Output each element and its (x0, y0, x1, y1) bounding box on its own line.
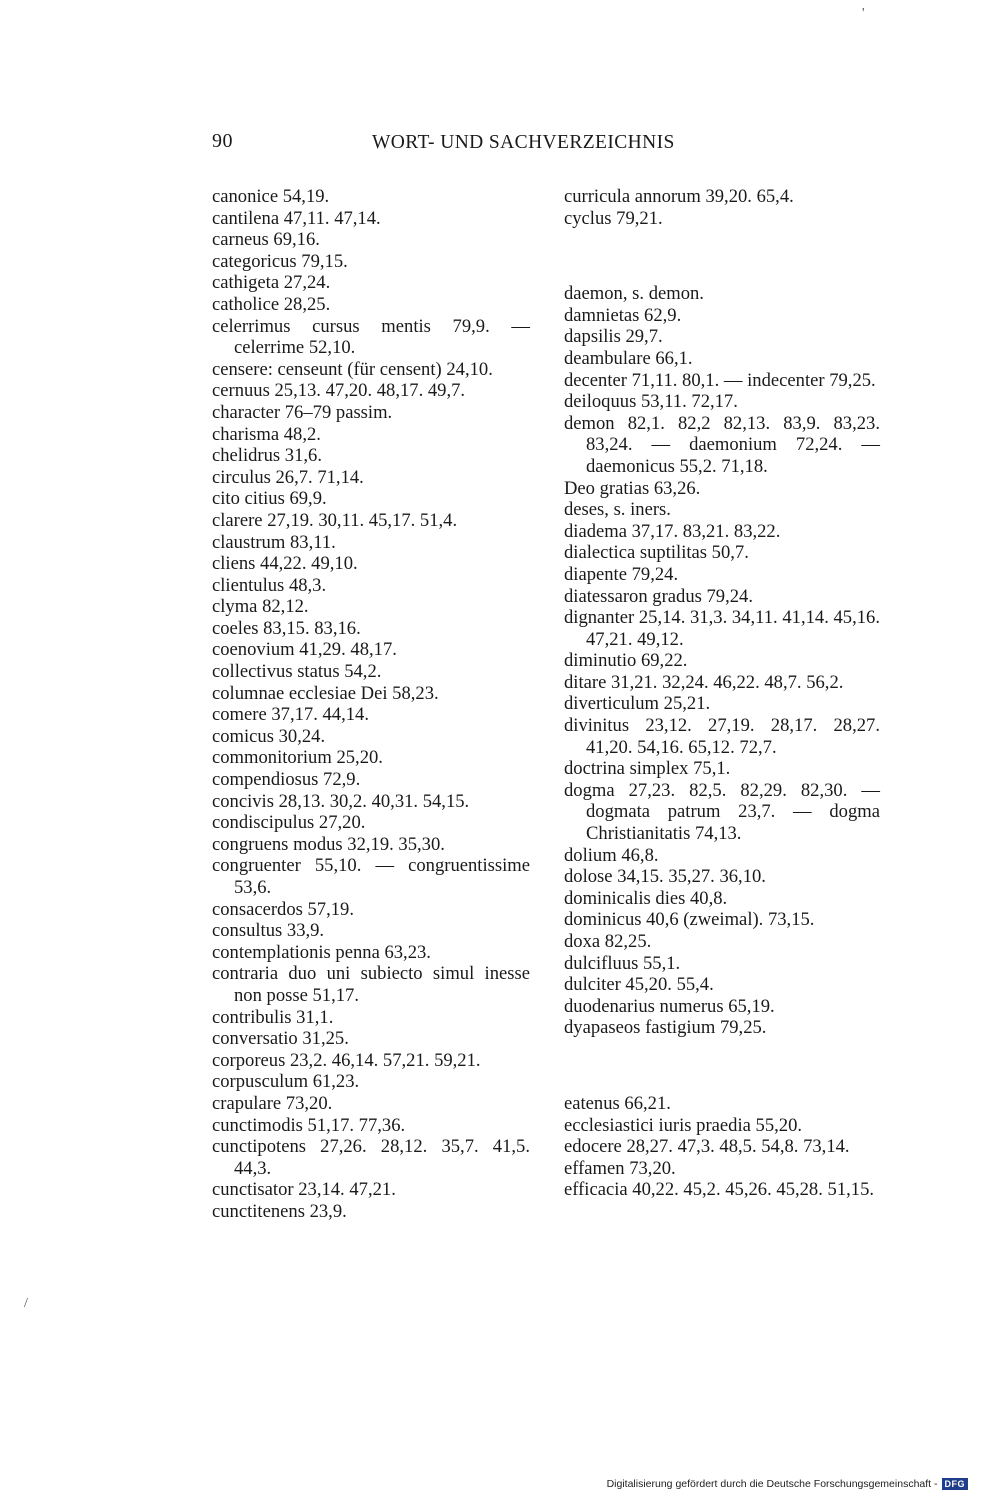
index-entry: dolose 34,15. 35,27. 36,10. (564, 866, 766, 888)
index-entry: categoricus 79,15. (212, 250, 348, 272)
index-entry: efficacia 40,22. 45,2. 45,26. 45,28. 51,15. (564, 1179, 875, 1201)
index-entry: cito citius 69,9. (212, 488, 327, 510)
page-number: 90 (212, 130, 233, 152)
index-entry: corpusculum 61,23. (212, 1071, 360, 1093)
index-entry: commonitorium 25,20. (212, 747, 383, 769)
index-entry: dogma 27,23. 82,5. 82,29. 82,30. —dogmata patrum 23,7. — dogma Christianitatis 74,13. (564, 779, 880, 845)
letter-section-gap (564, 229, 880, 283)
index-entry: condiscipulus 27,20. (212, 812, 366, 834)
index-entry: dominicus 40,6 (zweimal). 73,15. (564, 909, 815, 931)
index-entry: dulcifluus 55,1. (564, 952, 681, 974)
index-entry: censere: censeunt (für censent) 24,10. (212, 358, 493, 380)
index-entry: congruens modus 32,19. 35,30. (212, 833, 445, 855)
index-entry: dapsilis 29,7. (564, 326, 663, 348)
index-entry: claustrum 83,11. (212, 531, 336, 553)
index-entry: chelidrus 31,6. (212, 445, 322, 467)
index-column-left (212, 186, 530, 1223)
index-entry: cliens 44,22. 49,10. (212, 553, 358, 575)
index-entry: cunctitenens 23,9. (212, 1200, 347, 1222)
index-entry: celerrimus cursus mentis 79,9. — celerrime 52,10. (212, 315, 530, 359)
index-column-right (564, 186, 880, 1201)
running-head: WORT- UND SACHVERZEICHNIS (372, 132, 675, 153)
index-entry: contemplationis penna 63,23. (212, 941, 431, 963)
index-entry: contraria duo uni subiecto simul inesse non posse 51,17. (212, 963, 530, 1006)
index-entry: coeles 83,15. 83,16. (212, 617, 361, 639)
credit-text: Digitalisierung gefördert durch die Deutsche Forschungsgemeinschaft - (606, 1478, 938, 1490)
index-entry: daemon, s. demon. (564, 283, 704, 305)
index-entry: diatessaron gradus 79,24. (564, 585, 753, 607)
index-entry: charisma 48,2. (212, 423, 321, 445)
index-entry: catholice 28,25. (212, 293, 331, 315)
index-entry: coenovium 41,29. 48,17. (212, 639, 397, 661)
index-entry: deiloquus 53,11. 72,17. (564, 391, 738, 413)
index-entry: comere 37,17. 44,14. (212, 704, 369, 726)
index-entry: carneus 69,16. (212, 229, 320, 251)
index-entry: effamen 73,20. (564, 1157, 676, 1179)
index-entry: cyclus 79,21. (564, 207, 663, 229)
index-entry: deses, s. iners. (564, 499, 671, 521)
index-entry: conversatio 31,25. (212, 1028, 349, 1050)
index-entry: doctrina simplex 75,1. (564, 758, 731, 780)
index-entry: clyma 82,12. (212, 596, 309, 618)
index-entry: collectivus status 54,2. (212, 661, 382, 683)
index-entry: diapente 79,24. (564, 563, 679, 585)
index-entry: deambulare 66,1. (564, 347, 693, 369)
index-entry: duodenarius numerus 65,19. (564, 995, 775, 1017)
index-entry: eatenus 66,21. (564, 1092, 671, 1114)
index-entry: divinitus 23,12. 27,19. 28,17. 28,27. 41,20. 54,16. 65,12. 72,7. (564, 715, 880, 758)
index-entry: cernuus 25,13. 47,20. 48,17. 49,7. (212, 380, 466, 402)
index-entry: cunctipotens 27,26. 28,12. 35,7. 41,5. 44,3. (212, 1136, 530, 1179)
index-entry: decenter 71,11. 80,1. — indecenter 79,25. (564, 369, 876, 391)
index-entry: doxa 82,25. (564, 931, 652, 952)
index-entry: dignanter 25,14. 31,3. 34,11. 41,14. 45,16. 47,21. 49,12. (564, 607, 880, 650)
index-entry: congruenter 55,10. — congruentissime 53,6. (212, 855, 530, 898)
index-entry: canonice 54,19. (212, 186, 330, 207)
index-entry: dialectica suptilitas 50,7. (564, 542, 749, 564)
index-entry: diverticulum 25,21. (564, 693, 711, 715)
dfg-logo: DFG (942, 1478, 969, 1490)
index-entry: curricula annorum 39,20. 65,4. (564, 186, 794, 207)
index-entry: clarere 27,19. 30,11. 45,17. 51,4. (212, 509, 458, 531)
index-entry: circulus 26,7. 71,14. (212, 466, 364, 488)
scan-speck: ' (862, 6, 865, 21)
index-entry: diminutio 69,22. (564, 650, 688, 672)
index-entry: consultus 33,9. (212, 920, 325, 942)
index-entry: diadema 37,17. 83,21. 83,22. (564, 520, 781, 542)
index-entry: demon 82,1. 82,2 82,13. 83,9. 83,23. 83,24. — daemonium 72,24. — daemonicus 55,2. 71,18. (564, 412, 880, 477)
index-entry: compendiosus 72,9. (212, 769, 361, 791)
index-entry: ecclesiastici iuris praedia 55,20. (564, 1114, 803, 1136)
index-entry: dulciter 45,20. 55,4. (564, 974, 714, 996)
scan-speck: / (24, 1296, 28, 1311)
digitization-credit (607, 1478, 968, 1490)
index-entry: concivis 28,13. 30,2. 40,31. 54,15. (212, 790, 470, 812)
index-entry: Deo gratias 63,26. (564, 477, 701, 499)
index-entry: crapulare 73,20. (212, 1092, 333, 1114)
index-entry: dominicalis dies 40,8. (564, 887, 728, 909)
index-entry: dolium 46,8. (564, 844, 659, 866)
index-entry: cunctimodis 51,17. 77,36. (212, 1114, 406, 1136)
index-entry: ditare 31,21. 32,24. 46,22. 48,7. 56,2. (564, 671, 844, 693)
index-entry: cantilena 47,11. 47,14. (212, 207, 381, 229)
index-entry: cunctisator 23,14. 47,21. (212, 1179, 396, 1201)
index-entry: damnietas 62,9. (564, 304, 682, 326)
index-entry: contribulis 31,1. (212, 1006, 334, 1028)
index-entry: cathigeta 27,24. (212, 272, 331, 294)
index-entry: corporeus 23,2. 46,14. 57,21. 59,21. (212, 1049, 481, 1071)
index-entry: dyapaseos fastigium 79,25. (564, 1017, 767, 1039)
index-entry: columnae ecclesiae Dei 58,23. (212, 682, 439, 704)
index-entry: character 76–79 passim. (212, 401, 393, 423)
index-entry: edocere 28,27. 47,3. 48,5. 54,8. 73,14. (564, 1136, 850, 1158)
index-entry: consacerdos 57,19. (212, 898, 354, 920)
letter-section-gap (564, 1039, 880, 1093)
index-entry: comicus 30,24. (212, 725, 326, 747)
index-entry: clientulus 48,3. (212, 574, 327, 596)
